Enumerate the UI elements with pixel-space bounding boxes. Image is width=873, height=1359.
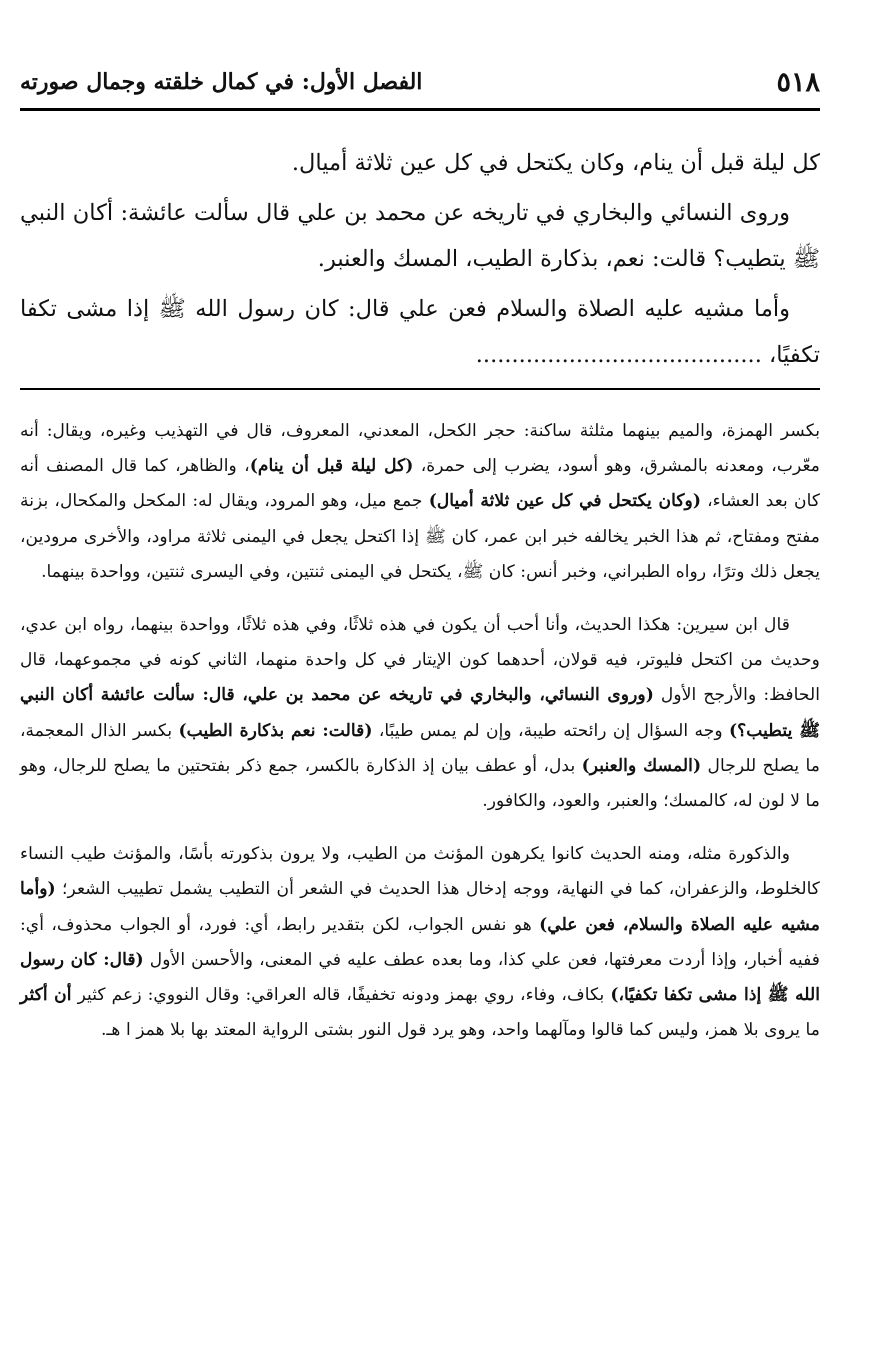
commentary-text: هو نفس الجواب، لكن بتقدير رابط، أي: فورد، أو الجواب محذوف، أي: ففيه أخبار، وإذا أردت معرفتها، فعن علي كذا، وما بعده عطف عليه في المعنى، والأحسن الأول (20, 914, 820, 970)
commentary-text: ، والظاهر، كما قال المصنف أنه كان بعد العشاء، (20, 456, 820, 512)
commentary-paragraph-1 (20, 414, 820, 590)
main-paragraph-3-text: وأما مشيه عليه الصلاة والسلام فعن علي قال: كان رسول الله ﷺ إذا مشى تكفا تكفيًا، (20, 296, 820, 368)
commentary-paragraph-3 (20, 837, 820, 1048)
quoted-matn: (المسك والعنبر) (581, 755, 702, 776)
commentary-text: والذكورة مثله، ومنه الحديث كانوا يكرهون المؤنث من الطيب، ولا يرون بذكورته بأسًا، والمؤنث طيب النساء كالخلوط، والزعفران، كما في النهاية، ووجه إدخال هذا الحديث في الشعر أن التطيب يشمل تطييب الشعر؛ (20, 844, 820, 900)
quoted-matn: (وكان يكتحل في كل عين ثلاثة أميال) (428, 491, 701, 512)
quoted-matn: (وروى النسائي، والبخاري في تاريخه عن محمد بن علي، قال: سألت عائشة أكان النبي ﷺ يتطيب؟) (20, 685, 821, 741)
commentary-text: بدل، أو عطف بيان إذ الذكارة بالكسر، جمع ذكر بفتحتين ما يصلح للرجال، وهو ما لا لون له، كالمسك؛ والعنبر، والعود، والكافور. (20, 755, 820, 812)
commentary-text: بكسر الهمزة، والميم بينهما مثلثة ساكنة: حجر الكحل، المعدني، المعروف، قال في التهذيب وغيره، ويقال: أنه معّرب، ومعدنه بالمشرق، وهو أسود، يضرب إلى حمرة، (20, 421, 820, 477)
header-rule (20, 108, 820, 111)
book-page (20, 0, 820, 1359)
commentary-text: قال ابن سيرين: هكذا الحديث، وأنا أحب أن يكون في هذه ثلاثًا، وفي هذه ثلاثًا، وواحدة بينهما، رواه ابن عدي، وحديث من اكتحل فليوتر، فيه قولان، أحدهما كون الإيتار في كل واحدة منهما، الثاني كونه في مجموعهما، قال الحافظ: والأرجح الأول (20, 615, 820, 706)
page-number: ٥١٨ (776, 66, 820, 98)
commentary-text: بكاف، وفاء، روي بهمز ودونه تخفيفًا، قاله العراقي: وقال النووي: زعم كثير (71, 985, 611, 1006)
main-text (20, 140, 820, 382)
page-header (20, 62, 820, 102)
commentary-text: ما يروى بلا همز، وليس كما قالوا ومآلهما واحد، وهو يرد قول النور بشتى الرواية المعتد بها بلا همز ا هـ. (100, 1020, 820, 1041)
ellipsis-dots: ........................................ (475, 342, 762, 368)
quoted-matn: (وأما مشيه عليه الصلاة والسلام، فعن علي) (20, 879, 820, 935)
commentary (20, 414, 820, 1066)
commentary-text: جمع ميل، وهو المرود، ويقال له: المكحل والمكحال، بزنة مفتح ومفتاح، ثم هذا الخبر يخالفه خبر ابن عمر، كان ﷺ إذا اكتحل يجعل في اليمنى ثلاثة مراود، والأخرى مرودين، يجعل ذلك وترًا، رواه الطبراني، وخبر أنس: كان ﷺ، يكتحل في اليمنى ثنتين، وفي اليسرى ثنتين، وواحدة بينهما. (20, 491, 820, 582)
commentary-text: بكسر الذال المعجمة، ما يصلح للرجال (20, 720, 820, 776)
quoted-matn: أن أكثر (20, 985, 72, 1006)
main-paragraph-1: كل ليلة قبل أن ينام، وكان يكتحل في كل عين ثلاثة أميال. (291, 150, 820, 176)
main-paragraph-3 (20, 286, 820, 378)
quoted-matn: (كل ليلة قبل أن ينام) (249, 456, 414, 477)
quoted-matn: (قالت: نعم بذكارة الطيب) (178, 720, 373, 741)
commentary-paragraph-2 (20, 608, 820, 819)
running-title: الفصل الأول: في كمال خلقته وجمال صورته (20, 69, 423, 95)
main-paragraph-2: وروى النسائي والبخاري في تاريخه عن محمد بن علي قال سألت عائشة: أكان النبي ﷺ يتطيب؟ قالت: نعم، بذكارة الطيب، المسك والعنبر. (20, 200, 820, 272)
commentary-text: وجه السؤال إن رائحته طيبة، وإن لم يمس طيبًا، (372, 720, 729, 741)
quoted-matn: (قال: كان رسول الله ﷺ إذا مشى تكفا تكفيًا،) (20, 949, 820, 1006)
footnote-rule (20, 388, 820, 390)
